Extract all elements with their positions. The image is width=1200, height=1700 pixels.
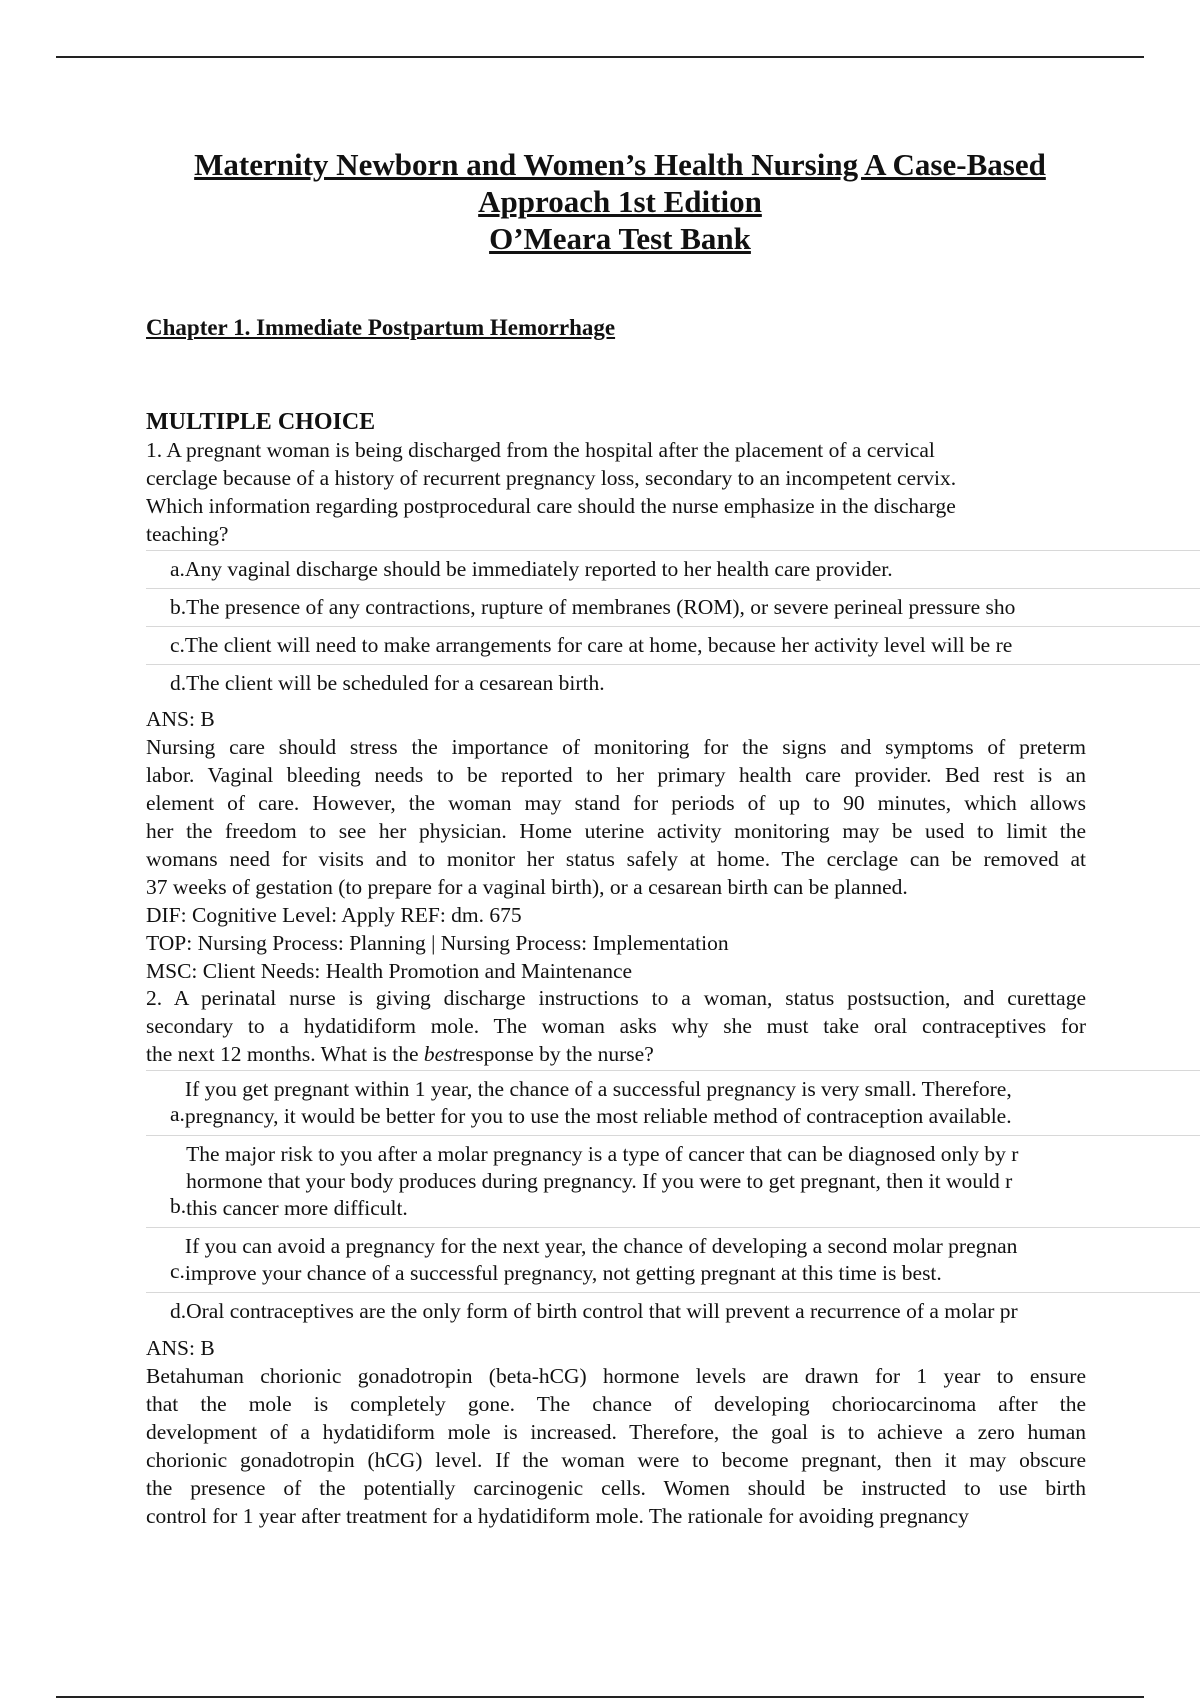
option-letter: c. [170, 1259, 185, 1283]
option-text: Any vaginal discharge should be immediately reported to her health care provider. [184, 557, 893, 581]
option-text: The presence of any contractions, rupture of membranes (ROM), or severe perineal pressure sho [186, 595, 1016, 619]
option-letter: d. [170, 1299, 187, 1323]
option-text: The client will need to make arrangements for care at home, because her activity level will be re [184, 633, 1013, 657]
rationale-line: Betahuman chorionic gonadotropin (beta-hCG) hormone levels are drawn for 1 year to ensure [146, 1364, 1086, 1388]
title-line-2: Approach 1st Edition [478, 184, 762, 219]
question-1-meta [146, 901, 1086, 985]
rationale-line: the presence of the potentially carcinogenic cells. Women should be instructed to use birth [146, 1476, 1086, 1500]
bottom-rule [56, 1696, 1144, 1698]
option-row [146, 1070, 1200, 1135]
section-heading: MULTIPLE CHOICE [146, 409, 376, 435]
chapter-heading: Chapter 1. Immediate Postpartum Hemorrhage [146, 315, 616, 340]
question-2-stem-line: secondary to a hydatidiform mole. The woman asks why she must take oral contraceptives for [146, 1014, 1086, 1038]
option-letter: b. [170, 1194, 187, 1218]
rationale-line: 37 weeks of gestation (to prepare for a vaginal birth), or a cesarean birth can be planned. [146, 875, 908, 899]
rationale-line: control for 1 year after treatment for a hydatidiform mole. The rationale for avoiding pregnancy [146, 1504, 969, 1528]
option-row [146, 588, 1200, 626]
question-1-stem-line: 1. A pregnant woman is being discharged from the hospital after the placement of a cervical [146, 438, 935, 462]
question-1-stem-line: teaching? [146, 522, 229, 546]
title-line-3: O’Meara Test Bank [489, 221, 751, 256]
option-row [146, 1292, 1200, 1330]
stem-emphasis: best [423, 1042, 459, 1066]
option-text-line: hormone that your body produces during pregnancy. If you were to get pregnant, then it would r [186, 1169, 1013, 1193]
option-text [185, 1228, 1200, 1292]
rationale-line: that the mole is completely gone. The chance of developing choriocarcinoma after the [146, 1392, 1086, 1416]
option-row [146, 550, 1200, 588]
rationale-line: chorionic gonadotropin (hCG) level. If the woman were to become pregnant, then it may obscure [146, 1448, 1086, 1472]
question-1-rationale [146, 733, 1086, 901]
question-2-stem-line [146, 1040, 1086, 1068]
meta-msc: MSC: Client Needs: Health Promotion and Maintenance [146, 959, 633, 983]
option-row [146, 1227, 1200, 1292]
rationale-line: element of care. However, the woman may stand for periods of up to 90 minutes, which allows [146, 791, 1086, 815]
option-letter: d. [170, 671, 187, 695]
question-1-stem-line: cerclage because of a history of recurrent pregnancy loss, secondary to an incompetent cervix. [146, 466, 957, 490]
option-row [146, 626, 1200, 664]
option-text-line: improve your chance of a successful pregnancy, not getting pregnant at this time is best. [184, 1261, 942, 1285]
title-line-1: Maternity Newborn and Women’s Health Nursing A Case-Based [194, 147, 1046, 182]
option-letter: a. [170, 1102, 185, 1126]
option-letter: c. [170, 633, 185, 657]
option-text [185, 1071, 1200, 1135]
meta-top: TOP: Nursing Process: Planning | Nursing Process: Implementation [146, 931, 729, 955]
question-2-stem [146, 984, 1086, 1068]
option-text: The client will be scheduled for a cesarean birth. [186, 671, 605, 695]
rationale-line: development of a hydatidiform mole is increased. Therefore, the goal is to achieve a zero human [146, 1420, 1086, 1444]
question-2-rationale [146, 1362, 1086, 1530]
option-letter: a. [170, 557, 185, 581]
question-1-options [146, 550, 1200, 702]
option-text-line: If you can avoid a pregnancy for the next year, the chance of developing a second molar pregnan [184, 1234, 1018, 1258]
option-text-line: pregnancy, it would be better for you to use the most reliable method of contraception available. [184, 1104, 1012, 1128]
option-text [186, 1136, 1200, 1227]
option-letter: b. [170, 595, 187, 619]
stem-prefix: the next 12 months. What is the [146, 1042, 424, 1066]
top-rule [56, 56, 1144, 58]
stem-suffix: response by the nurse? [458, 1042, 654, 1066]
rationale-line: labor. Vaginal bleeding needs to be reported to her primary health care provider. Bed rest is an [146, 763, 1086, 787]
option-text [186, 1293, 1200, 1330]
meta-dif: DIF: Cognitive Level: Apply REF: dm. 675 [146, 903, 522, 927]
rationale-line: womans need for visits and to monitor her status safely at home. The cerclage can be removed at [146, 847, 1086, 871]
question-2-options [146, 1070, 1200, 1330]
option-row [146, 1135, 1200, 1227]
option-row [146, 664, 1200, 702]
option-text-line: If you get pregnant within 1 year, the chance of a successful pregnancy is very small. Therefore, [184, 1077, 1012, 1101]
question-2-answer: ANS: B [146, 1336, 215, 1360]
question-1-stem-line: Which information regarding postprocedural care should the nurse emphasize in the discharge [146, 494, 956, 518]
rationale-line: her the freedom to see her physician. Home uterine activity monitoring may be used to limit the [146, 819, 1086, 843]
question-1-answer: ANS: B [146, 707, 215, 731]
option-text-line: this cancer more difficult. [186, 1196, 408, 1220]
document-title [0, 146, 1200, 257]
rationale-line: Nursing care should stress the importance of monitoring for the signs and symptoms of preterm [146, 735, 1086, 759]
option-text-line: Oral contraceptives are the only form of birth control that will prevent a recurrence of a molar pr [186, 1299, 1018, 1323]
question-1-stem [146, 436, 1086, 548]
option-text-line: The major risk to you after a molar pregnancy is a type of cancer that can be diagnosed only by r [186, 1142, 1019, 1166]
question-2-stem-line: 2. A perinatal nurse is giving discharge instructions to a woman, status postsuction, and curettage [146, 986, 1086, 1010]
